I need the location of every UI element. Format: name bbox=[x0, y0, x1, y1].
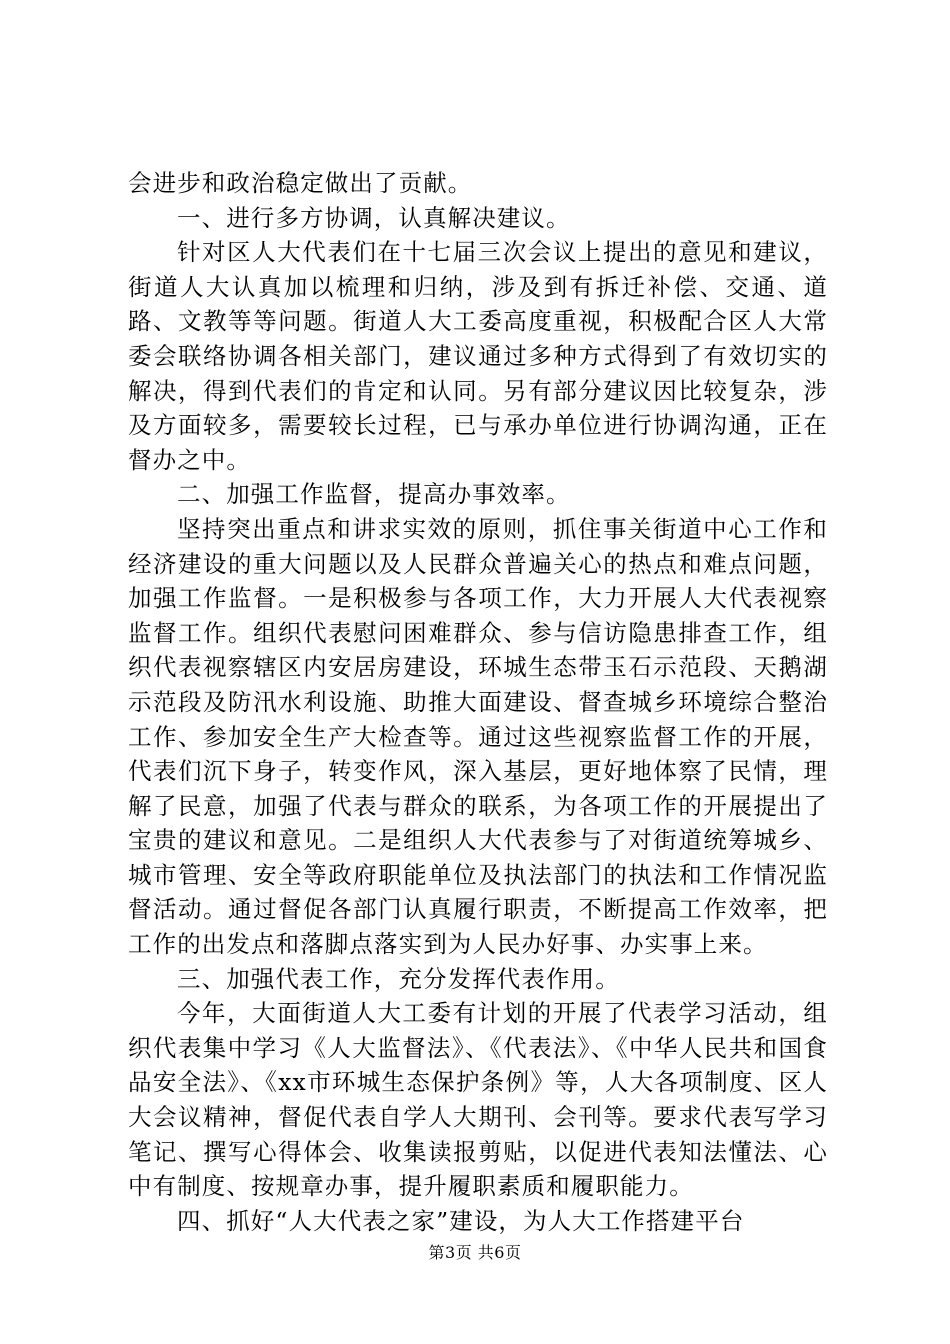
section-heading-3: 三、加强代表工作，充分发挥代表作用。 bbox=[177, 964, 620, 993]
paragraph-representative-study: 今年，大面街道人大工委有计划的开展了代表学习活动，组织代表集中学习《人大监督法》、《代表法》、《中华人民共和国食品安全法》、《xx市环城生态保护条例》等，人大各项制度、区人大会议精神，督促代表自学人大期刊、会刊等。要求代表写学习笔记、撰写心得体会、收集读报剪贴，以促进代表知法懂法、心中有制度、按规章办事，提升履职素质和履职能力。 bbox=[128, 999, 828, 1201]
section-heading-1: 一、进行多方协调，认真解决建议。 bbox=[177, 203, 571, 232]
page-number-footer: 第3页 共6页 bbox=[428, 1243, 522, 1262]
paragraph-suggestions: 针对区人大代表们在十七届三次会议上提出的意见和建议，街道人大认真加以梳理和归纳，涉及到有拆迁补偿、交通、道路、文教等等问题。街道人大工委高度重视，积极配合区人大常委会联络协调各相关部门，建议通过多种方式得到了有效切实的解决，得到代表们的肯定和认同。另有部分建议因比较复杂，涉及方面较多，需要较长过程，已与承办单位进行协调沟通，正在督办之中。 bbox=[128, 238, 828, 474]
paragraph-supervision: 坚持突出重点和讲求实效的原则，抓住事关街道中心工作和经济建设的重大问题以及人民群众普遍关心的热点和难点问题，加强工作监督。一是积极参与各项工作，大力开展人大代表视察监督工作。组织代表慰问困难群众、参与信访隐患排查工作，组织代表视察辖区内安居房建设，环城生态带玉石示范段、天鹅湖示范段及防汛水利设施、助推大面建设、督查城乡环境综合整治工作、参加安全生产大检查等。通过这些视察监督工作的开展，代表们沉下身子，转变作风，深入基层，更好地体察了民情，理解了民意，加强了代表与群众的联系，为各项工作的开展提出了宝贵的建议和意见。二是组织人大代表参与了对街道统筹城乡、城市管理、安全等政府职能单位及执法部门的执法和工作情况监督活动。通过督促各部门认真履行职责，不断提高工作效率，把工作的出发点和落脚点落实到为人民办好事、办实事上来。 bbox=[128, 514, 828, 959]
section-heading-2: 二、加强工作监督，提高办事效率。 bbox=[177, 480, 571, 509]
paragraph-continuation: 会进步和政治稳定做出了贡献。 bbox=[128, 169, 473, 197]
section-heading-4: 四、抓好“人大代表之家”建设，为人大工作搭建平台 bbox=[177, 1206, 745, 1235]
document-body bbox=[128, 166, 828, 1238]
